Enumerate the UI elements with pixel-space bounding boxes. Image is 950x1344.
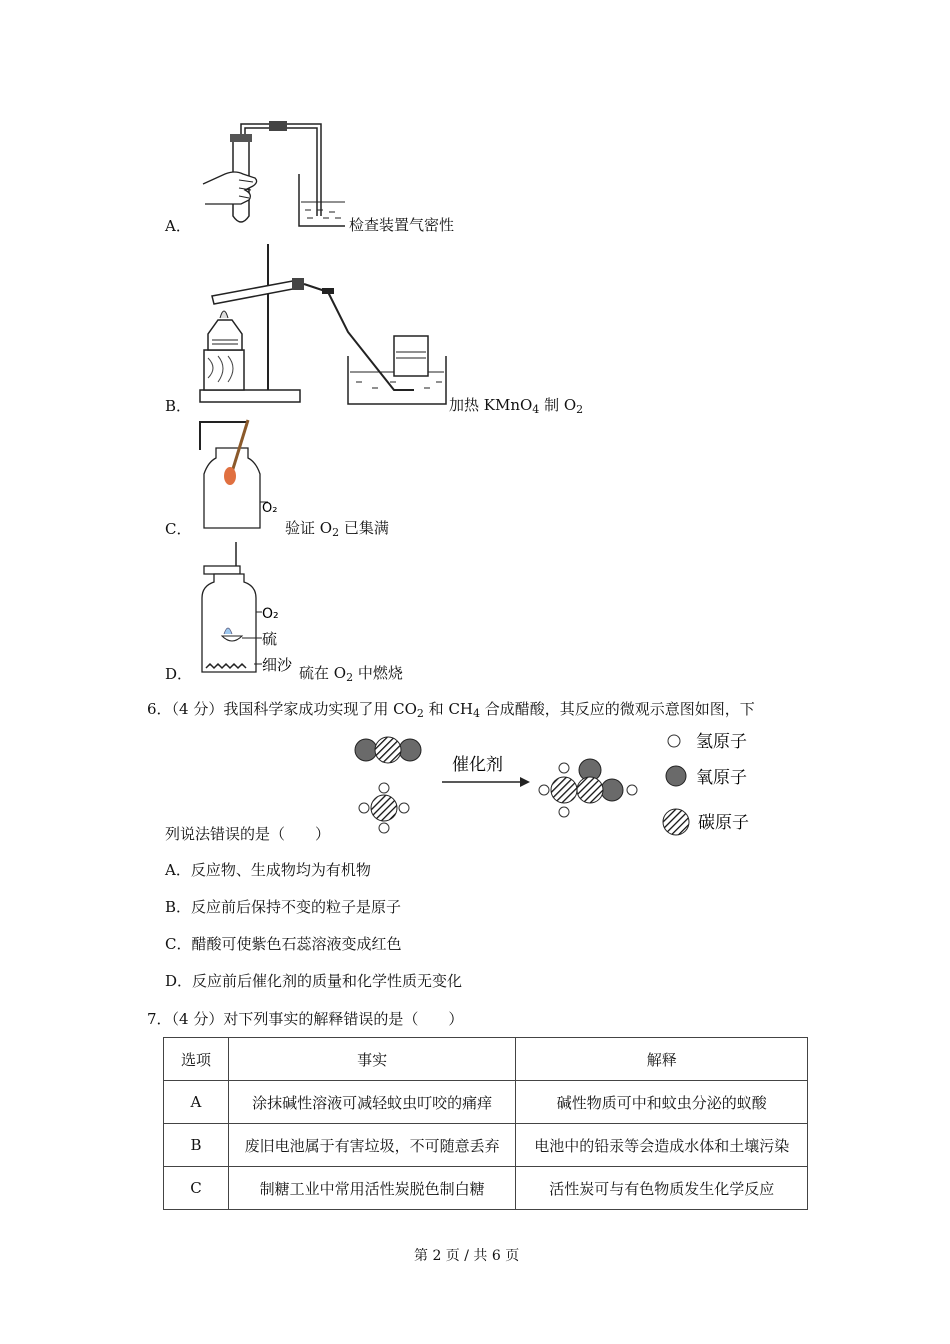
page-footer: 第 2 页 / 共 6 页 <box>414 1248 520 1264</box>
option-b-letter: B． <box>165 397 192 415</box>
figure-d-sulfur-combustion <box>196 542 306 678</box>
header-option: 选项 <box>164 1038 229 1081</box>
option-c-caption: 验证 $O_2$ 已集满 <box>285 519 389 539</box>
figure-a-airtight-check <box>195 118 345 230</box>
figure-b-kmno4-heating <box>198 240 448 406</box>
q6-choice-b: B．反应前后保持不变的粒子是原子 <box>165 898 402 916</box>
legend-carbon: 碳原子 <box>698 813 749 833</box>
table-header-row <box>164 1038 808 1081</box>
header-fact: 事实 <box>228 1038 516 1081</box>
question-7-stem: 7．（4 分）对下列事实的解释错误的是（ ） <box>147 1010 464 1028</box>
figure-c-o2-label: O₂ <box>262 501 278 516</box>
figure-d-sulfur-label: 硫 <box>262 630 278 648</box>
facts-table <box>163 1037 808 1210</box>
option-a-letter: A． <box>165 217 191 235</box>
option-a-caption: 检查装置气密性 <box>349 216 455 234</box>
q6-choice-d: D．反应前后催化剂的质量和化学性质无变化 <box>165 972 463 990</box>
catalyst-label: 催化剂 <box>452 755 503 775</box>
option-d-caption: 硫在 $O_2$ 中燃烧 <box>299 664 403 684</box>
table-row: B 废旧电池属于有害垃圾，不可随意丢弃 电池中的铅汞等会造成水体和土壤污染 <box>164 1124 808 1167</box>
figure-c-o2-full-check <box>196 418 286 530</box>
figure-d-o2-label: O₂ <box>262 606 279 622</box>
option-b-caption: 加热 KMnO$_4$ 制 $O_2$ <box>449 396 584 416</box>
table-row: A 涂抹碱性溶液可减轻蚊虫叮咬的痛痒 碱性物质可中和蚊虫分泌的蚁酸 <box>164 1081 808 1124</box>
question-6-stem-continued: 列说法错误的是（ ） <box>165 825 331 843</box>
option-d-letter: D． <box>165 665 193 683</box>
question-6-stem: 6．（4 分）我国科学家成功实现了用 $CO_2$ 和 $CH_4$ 合成醋酸，其反应的微观示意图如图，下 <box>147 700 755 720</box>
q6-choice-c: C．醋酸可使紫色石蕊溶液变成红色 <box>165 935 402 953</box>
reaction-micro-diagram <box>350 724 770 842</box>
option-c-letter: C． <box>165 520 192 538</box>
figure-d-sand-label: 细沙 <box>262 656 293 674</box>
header-explanation: 解释 <box>516 1038 808 1081</box>
legend-hydrogen: 氢原子 <box>696 732 747 752</box>
table-row: C 制糖工业中常用活性炭脱色制白糖 活性炭可与有色物质发生化学反应 <box>164 1167 808 1210</box>
legend-oxygen: 氧原子 <box>696 768 747 788</box>
q6-choice-a: A．反应物、生成物均为有机物 <box>165 861 371 879</box>
